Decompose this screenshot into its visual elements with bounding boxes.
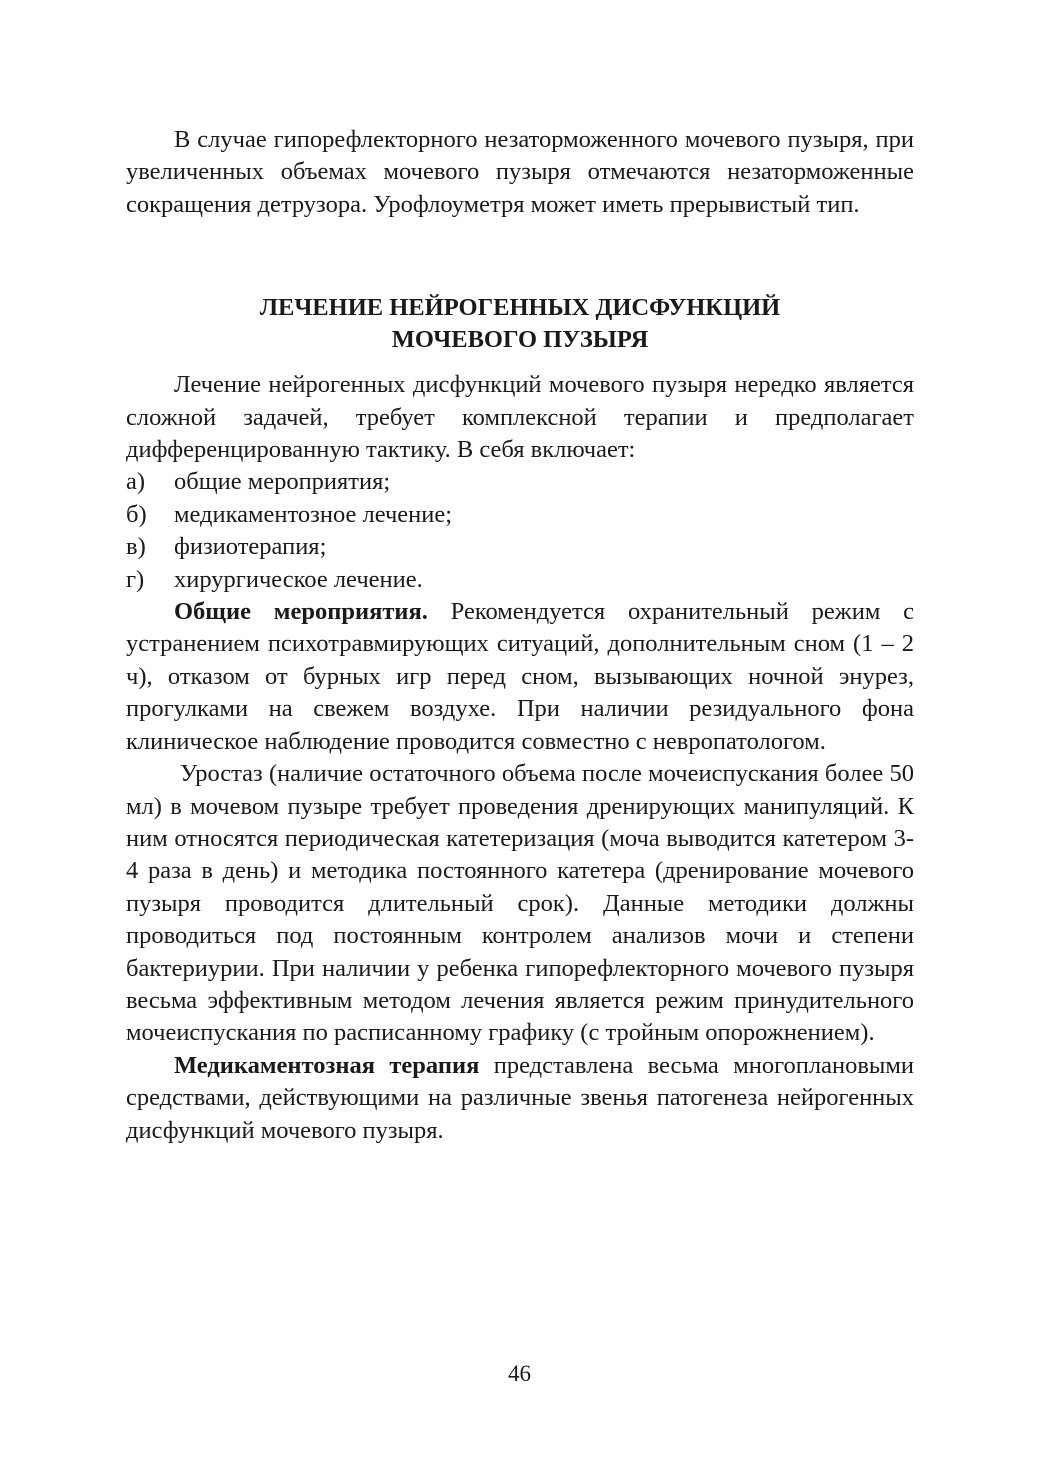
list-item-text: общие мероприятия; <box>174 468 391 496</box>
treatment-intro-paragraph: Лечение нейрогенных дисфункций мочевого пузыря нередко является сложной задачей, требует комплексной терапии и предполагает дифференцированную тактику. В себя включает: <box>126 371 914 464</box>
intro-paragraph: В случае гипорефлекторного незаторможенного мочевого пузыря, при увеличенных объемах мочевого пузыря отмечаются незаторможенные сокращения детрузора. Урофлоуметря может иметь прерывистый тип. <box>126 126 914 218</box>
list-item <box>126 466 914 498</box>
drug-therapy-paragraph <box>126 1050 914 1147</box>
page-number: 46 <box>508 1361 531 1386</box>
page-body <box>126 124 914 1147</box>
list-item-marker: в) <box>126 533 146 561</box>
list-item-text: физиотерапия; <box>174 533 327 561</box>
list-item-text: хирургическое лечение. <box>174 565 423 593</box>
list-item <box>126 499 914 531</box>
list-item-marker: г) <box>126 565 145 593</box>
drug-therapy-lead: Медикаментозная терапия <box>174 1051 480 1079</box>
urostasis-paragraph: Уростаз (наличие остаточного объема после мочеиспускания более 50 мл) в мочевом пузыре требует проведения дренирующих манипуляций. К ним относятся периодическая катетеризация (моча выводится катетером 3-4 раза в день) и методика постоянного катетера (дренирование мочевого пузыря проводится длительный срок). Данные методики должны проводиться под постоянным контролем анализов мочи и степени бактериурии. При наличии у ребенка гипорефлекторного мочевого пузыря весьма эффективным методом лечения является режим принудительного мочеиспускания по расписанному графику (с тройным опорожнением). <box>126 760 914 1047</box>
treatment-list <box>126 466 914 596</box>
list-item <box>126 531 914 563</box>
section-heading <box>126 292 914 356</box>
drug-therapy-text: представлена весьма многоплановыми средствами, действующими на различные звенья патогенеза нейрогенных дисфункций мочевого пузыря. <box>126 1051 914 1144</box>
list-item-text: медикаментозное лечение; <box>174 500 453 528</box>
section-heading-line-1: ЛЕЧЕНИЕ НЕЙРОГЕННЫХ ДИСФУНКЦИЙ <box>259 294 781 322</box>
list-item <box>126 564 914 596</box>
list-item-marker: б) <box>126 500 147 528</box>
section-heading-line-2: МОЧЕВОГО ПУЗЫРЯ <box>391 326 649 354</box>
general-measures-paragraph <box>126 596 914 758</box>
general-measures-lead: Общие мероприятия. <box>174 598 428 626</box>
list-item-marker: а) <box>126 468 146 496</box>
general-measures-text: Рекомендуется охранительный режим с устранением психотравмирующих ситуаций, дополнительным сном (1 – 2 ч), отказом от бурных игр перед сном, вызывающих ночной энурез, прогулками на свежем воздухе. При наличии резидуального фона клиническое наблюдение проводится совместно с невропатологом. <box>126 598 914 755</box>
